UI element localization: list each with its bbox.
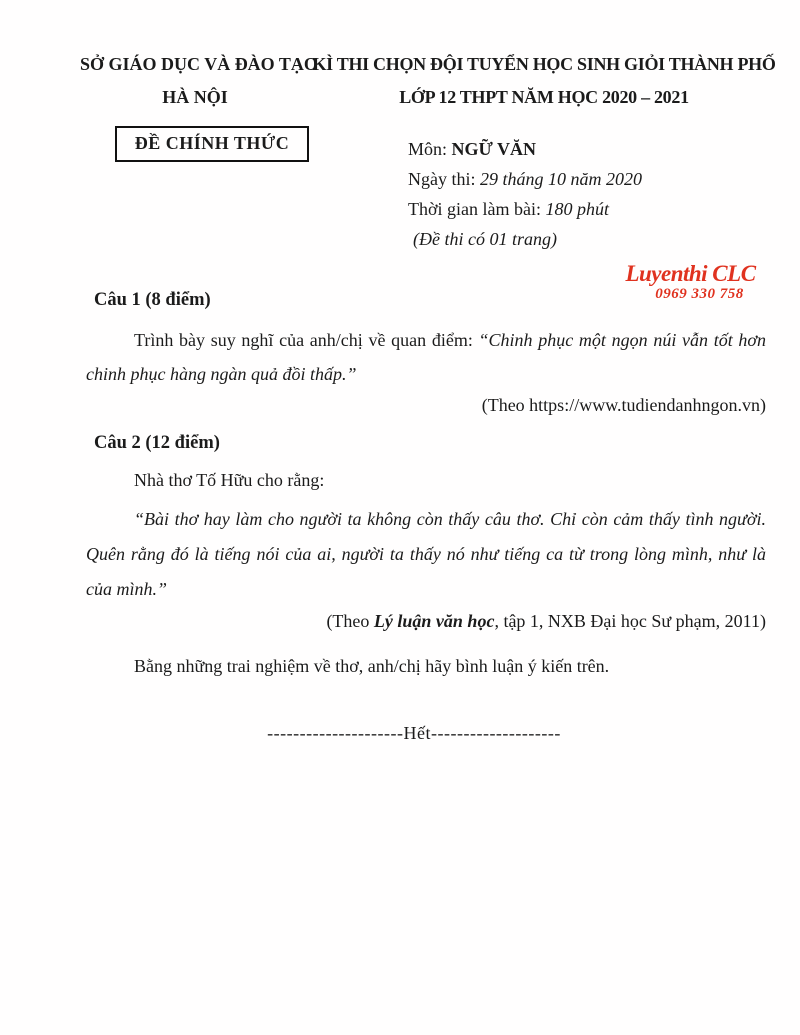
question2-quote: “Bài thơ hay làm cho người ta không còn thấy câu thơ. Chỉ còn cảm thấy tình người. Quên rằng đó là tiếng nói của ai, người ta thấy nó như tiếng ca từ trong lòng mình, như là của mình.”	[86, 508, 766, 599]
duration-label: Thời gian làm bài:	[408, 199, 546, 219]
official-exam-stamp-label: ĐỀ CHÍNH THỨC	[134, 133, 290, 153]
authority-line2: HÀ NỘI	[162, 87, 228, 107]
question1-source: (Theo https://www.tudiendanhngon.vn)	[481, 395, 766, 415]
authority-line1: SỞ GIÁO DỤC VÀ ĐÀO TẠO	[80, 54, 318, 74]
exam-body	[0, 288, 800, 744]
question2-heading: Câu 2 (12 điểm)	[94, 433, 220, 453]
luyenthi-clc-watermark	[608, 262, 773, 302]
exam-date-label: Ngày thi:	[408, 169, 480, 189]
subject-value: NGỮ VĂN	[451, 139, 537, 159]
question2-source-suffix: , tập 1, NXB Đại học Sư phạm, 2011)	[494, 610, 766, 631]
subject-line	[408, 134, 642, 164]
subject-label: Môn:	[408, 139, 452, 159]
pages-note	[408, 224, 642, 254]
question1-text	[86, 324, 766, 391]
exam-date-value: 29 tháng 10 năm 2020	[480, 169, 642, 189]
question1-quote: “Chinh phục một ngọn núi vẫn tốt hơn chinh phục hàng ngàn quả đồi thấp.”	[86, 330, 766, 384]
question2-task: Bằng những trai nghiệm về thơ, anh/chị hãy bình luận ý kiến trên.	[134, 655, 610, 676]
document-header	[0, 0, 800, 114]
duration-value: 180 phút	[545, 199, 610, 219]
watermark-brand: Luyenthi CLC	[625, 261, 756, 286]
duration-line	[408, 194, 642, 224]
question1-lead: Trình bày suy nghĩ của anh/chị về quan điểm:	[134, 330, 473, 350]
pages-note-text: (Đề thi có 01 trang)	[413, 229, 557, 249]
exam-title	[310, 48, 778, 114]
end-of-exam-marker: ---------------------Hết--------------------	[267, 723, 561, 743]
question2-source-prefix: (Theo	[326, 610, 374, 631]
question2-source-book-title: Lý luận văn học	[373, 610, 495, 631]
exam-meta	[408, 134, 642, 254]
exam-date-line	[408, 164, 642, 194]
official-exam-stamp	[115, 126, 309, 162]
question2-source	[86, 608, 766, 634]
question1-heading: Câu 1 (8 điểm)	[94, 290, 211, 310]
question2-intro: Nhà thơ Tố Hữu cho rằng:	[134, 470, 325, 490]
issuing-authority	[80, 48, 318, 114]
watermark-phone: 0969 330 758	[655, 286, 744, 302]
exam-title-line2: LỚP 12 THPT NĂM HỌC 2020 – 2021	[399, 87, 689, 107]
exam-title-line1: KÌ THI CHỌN ĐỘI TUYỂN HỌC SINH GIỎI THÀNH PHỐ	[312, 54, 776, 74]
